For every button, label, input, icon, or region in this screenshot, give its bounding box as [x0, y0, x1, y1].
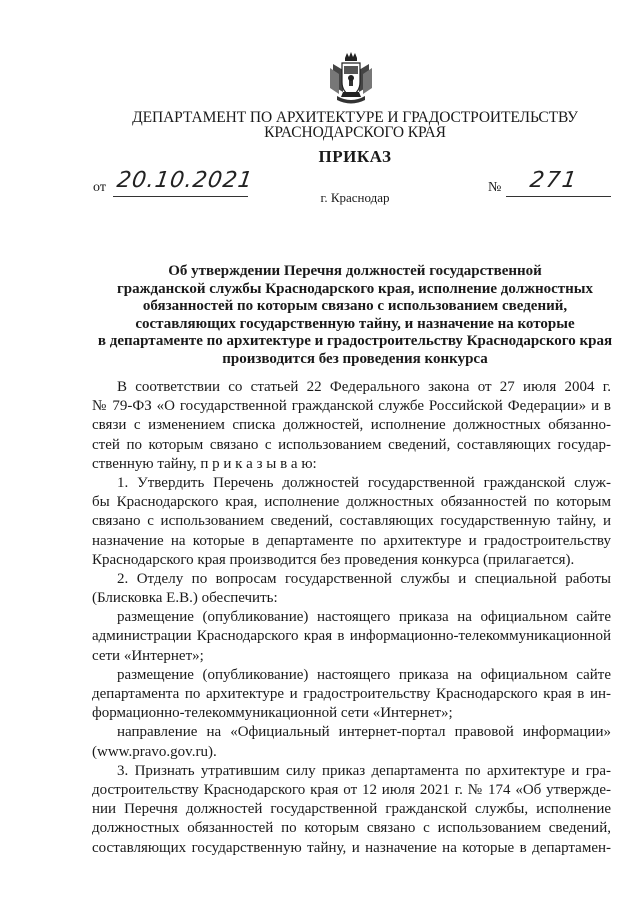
body-line: размещение (опубликование) настоящего приказа на официальном сайте [117, 609, 611, 626]
body-line: формационно-телекоммуникационной сети «Интернет»; [92, 705, 453, 722]
handwritten-number: 271 [528, 168, 580, 193]
body-line: Краснодарского края производится без проведения конкурса (прилагается). [92, 551, 575, 568]
heading-line: Об утверждении Перечня должностей государственной [168, 263, 542, 279]
document-heading [90, 263, 620, 368]
city: г. Краснодар [320, 190, 390, 205]
body-line: 1. Утвердить Перечень должностей государственной гражданской служ- [117, 474, 611, 491]
body-line: связи с изменением списка должностей, исполнение должностных обязанно- [92, 417, 611, 434]
body-line: связано с использованием сведений, составляющих государственную тайну, и [92, 513, 611, 530]
body-line: департамента по архитектуре и градостроительству Краснодарского края в ин- [92, 686, 611, 702]
body-line: В соответствии со статьей 22 Федерального закона от 27 июля 2004 г. [117, 379, 611, 395]
body-line: нии Перечня должностей государственной гражданской службы, исполнение [92, 801, 611, 818]
number-label: № [488, 180, 502, 195]
body-line: 2. Отделу по вопросам государственной службы и специальной работы [117, 570, 611, 587]
body-line: (www.pravo.gov.ru). [92, 743, 217, 760]
body-line: 3. Признать утратившим силу приказ департамента по архитектуре и гра- [117, 762, 611, 779]
department-name-line2: КРАСНОДАРСКОГО КРАЯ [264, 124, 446, 141]
body-line: достроительству Краснодарского края от 12 июля 2021 г. № 174 «Об утвержде- [92, 781, 611, 798]
body-line: бы Краснодарского края, исполнение должностных обязанностей по которым [92, 494, 611, 511]
heading-line: обязанностей по которым связано с использованием сведений, [142, 298, 568, 314]
department-name-line1: ДЕПАРТАМЕНТ ПО АРХИТЕКТУРЕ И ГРАДОСТРОИТЕЛЬСТВУ [132, 109, 578, 126]
order-title: ПРИКАЗ [318, 147, 392, 166]
body-line: (Блисковка Е.В.) обеспечить: [92, 590, 278, 607]
body-line: стей по которым связано с использованием сведений, составляющих государ- [92, 436, 611, 453]
heading-line: составляющих государственную тайну, и назначение на которые [135, 315, 575, 332]
heading-line: в департаменте по архитектуре и градостроительству Краснодарского края [97, 333, 613, 349]
body-line: назначение на которые в департаменте по архитектуре и градостроительству [92, 532, 611, 549]
krasnodar-coat-of-arms-icon [329, 52, 373, 106]
from-label: от [93, 180, 106, 195]
heading-line: гражданской службы Краснодарского края, исполнение должностных [116, 280, 594, 297]
body-line: сети «Интернет»; [92, 647, 204, 664]
body-line: направление на «Официальный интернет-портал правовой информации» [117, 724, 611, 741]
body-line: размещение (опубликование) настоящего приказа на официальном сайте [117, 666, 611, 683]
body-line: администрации Краснодарского края в информационно-телекоммуникационной [92, 628, 611, 645]
handwritten-date: 20.10.2021 [115, 168, 255, 193]
body-line: № 79-ФЗ «О государственной гражданской службе Российской Федерации» и в [92, 398, 611, 415]
body-line: ственную тайну, п р и к а з ы в а ю: [92, 455, 317, 472]
document-body [92, 378, 611, 858]
heading-line: производится без проведения конкурса [222, 350, 488, 367]
body-line: составляющих государственную тайну, и назначение на которые в департамен- [92, 839, 611, 856]
body-line: должностных обязанностей по которым связано с использованием сведений, [92, 820, 611, 837]
